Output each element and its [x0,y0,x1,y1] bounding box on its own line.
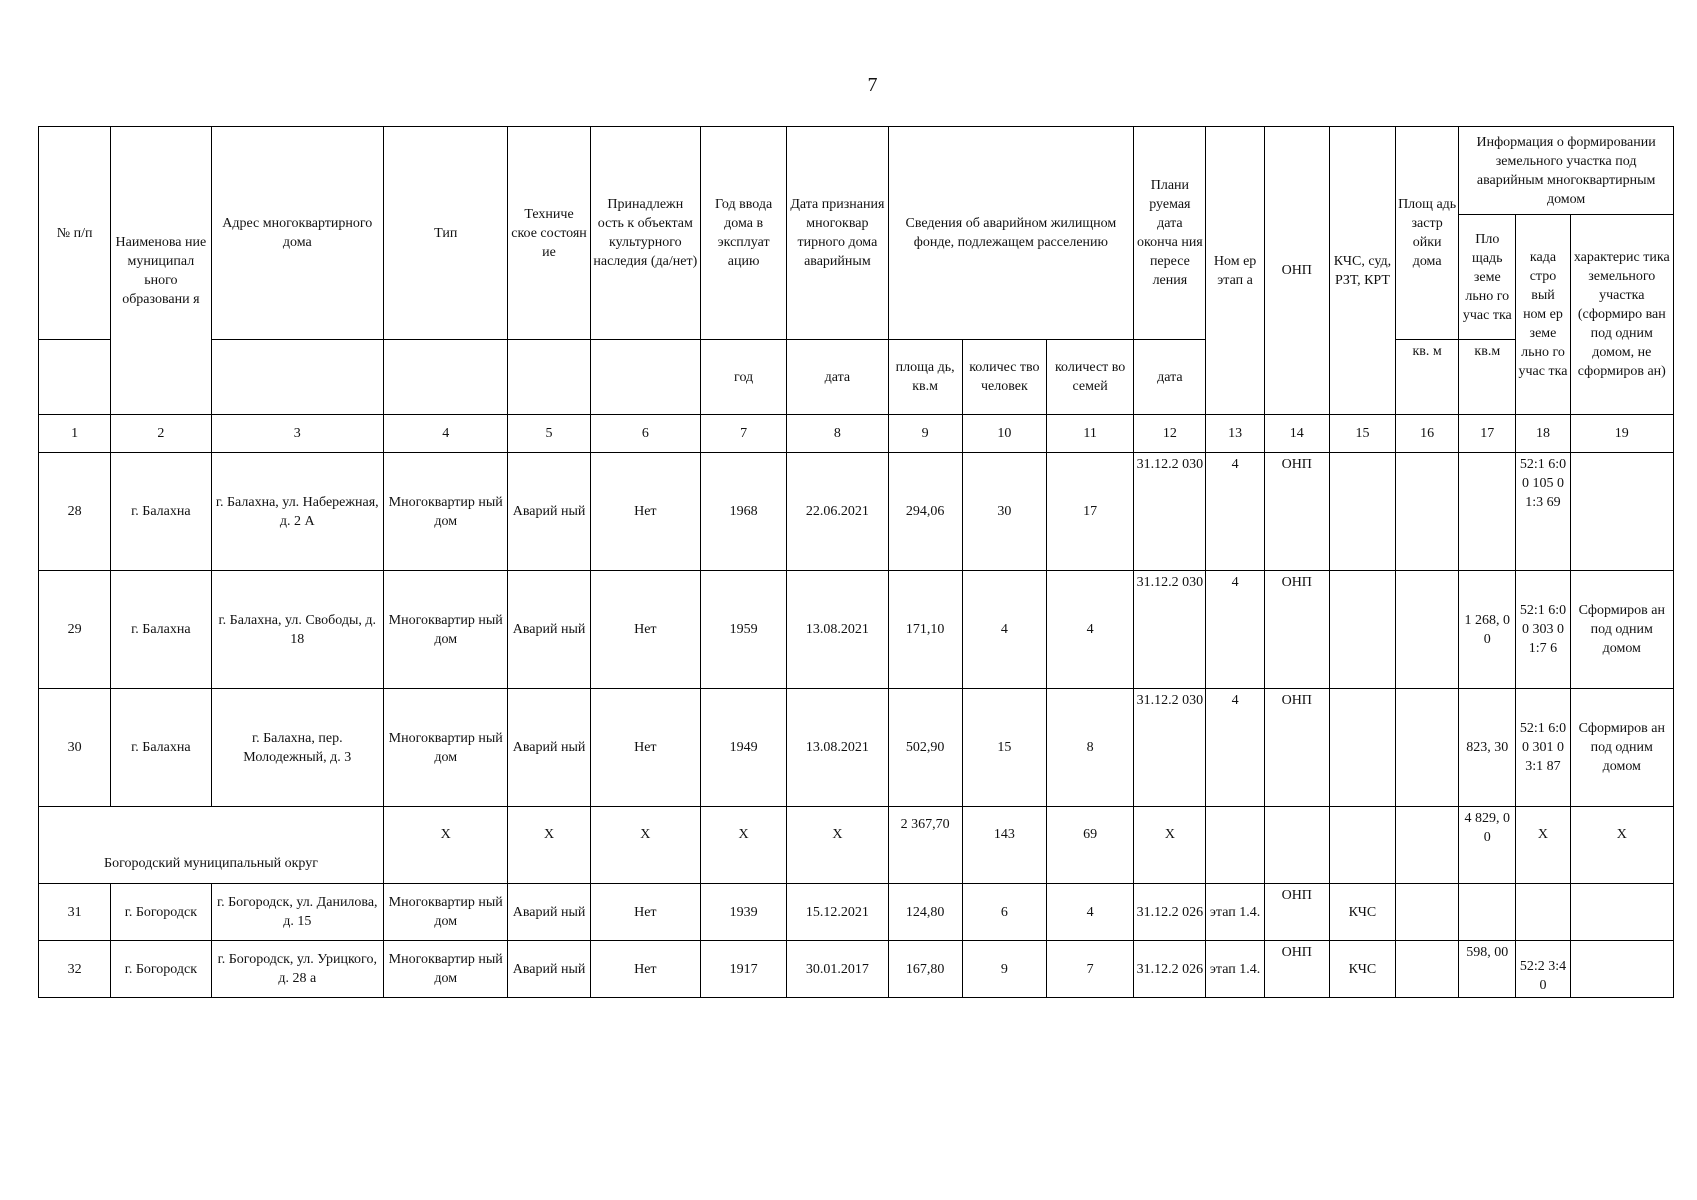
col-number: 6 [590,415,700,453]
municipality: г. Богородск [111,884,211,941]
header-kchs: КЧС, суд, РЗТ, КРТ [1329,127,1395,415]
families: 4 [1047,884,1134,941]
header-emergency-info: Сведения об аварийном жилищном фонде, подлежащем расселению [888,127,1134,340]
year: 1968 [700,453,786,571]
subtotal-plot-area: 4 829, 00 [1459,807,1516,884]
page-number: 7 [867,74,878,96]
area: 294,06 [888,453,962,571]
recognition-date: 30.01.2017 [787,941,888,998]
tech-state: Аварий ный [508,571,590,689]
col-number: 9 [888,415,962,453]
emergency-housing-table [38,126,1674,998]
cadastral-number: 52:1 6:00 303 01:7 6 [1516,571,1570,689]
tech-state: Аварий ный [508,689,590,807]
people: 6 [962,884,1046,941]
header-empty-4 [384,340,508,415]
municipality: г. Богородск [111,941,211,998]
table-row [39,941,1674,998]
subtotal-families: 69 [1047,807,1134,884]
building-area [1396,571,1459,689]
kchs: КЧС [1329,941,1395,998]
resettle-date: 31.12.2 026 [1134,884,1206,941]
address: г. Балахна, пер. Молодежный, д. 3 [211,689,384,807]
recognition-date: 13.08.2021 [787,571,888,689]
subheader-people: количес тво человек [962,340,1046,415]
families: 17 [1047,453,1134,571]
stage: 4 [1206,571,1264,689]
plot-characteristic [1570,453,1673,571]
year: 1939 [700,884,786,941]
resettle-date: 31.12.2 030 [1134,571,1206,689]
building-area [1396,884,1459,941]
area: 124,80 [888,884,962,941]
kchs: КЧС [1329,884,1395,941]
house-type: Многоквартир ный дом [384,941,508,998]
recognition-date: 22.06.2021 [787,453,888,571]
onp: ОНП [1264,689,1329,807]
header-address: Адрес многоквартирного дома [211,127,384,340]
row-number: 28 [39,453,111,571]
col-number: 13 [1206,415,1264,453]
subtotal-onp [1264,807,1329,884]
subtotal-plot-char: Х [1570,807,1673,884]
plot-area: 598, 00 [1459,941,1516,998]
subtotal-stage [1206,807,1264,884]
house-type: Многоквартир ный дом [384,453,508,571]
col-number: 4 [384,415,508,453]
subheader-year: год [700,340,786,415]
col-number: 14 [1264,415,1329,453]
cadastral-number: 52:2 3:40 [1516,941,1570,998]
col-number: 11 [1047,415,1134,453]
table-row [39,571,1674,689]
plot-area: 1 268, 00 [1459,571,1516,689]
people: 30 [962,453,1046,571]
address: г. Балахна, ул. Свободы, д. 18 [211,571,384,689]
municipality: г. Балахна [111,571,211,689]
table-row [39,689,1674,807]
plot-characteristic [1570,941,1673,998]
cadastral-number: 52:1 6:00 105 01:3 69 [1516,453,1570,571]
header-plot-char: характерис тика земельного участка (сформиро ван под одним домом, не сформиров ан) [1570,215,1673,415]
area: 171,10 [888,571,962,689]
subtotal-type: Х [384,807,508,884]
resettle-date: 31.12.2 030 [1134,453,1206,571]
subheader-plot-area: кв.м [1459,340,1516,415]
header-plot-area: Пло щадь земе льно го учас тка [1459,215,1516,340]
subheader-planned-date: дата [1134,340,1206,415]
people: 4 [962,571,1046,689]
col-number: 1 [39,415,111,453]
header-cadastral: када стро вый ном ер земе льно го учас тка [1516,215,1570,415]
kchs [1329,453,1395,571]
municipality: г. Балахна [111,453,211,571]
header-municipality: Наименова ние муниципал ьного образовани я [111,127,211,415]
stage: этап 1.4. [1206,884,1264,941]
house-type: Многоквартир ный дом [384,571,508,689]
plot-characteristic: Сформиров ан под одним домом [1570,571,1673,689]
table-row [39,453,1674,571]
header-number: № п/п [39,127,111,340]
heritage: Нет [590,941,700,998]
header-empty-6 [590,340,700,415]
address: г. Богородск, ул. Урицкого, д. 28 а [211,941,384,998]
tech-state: Аварий ный [508,941,590,998]
stage: 4 [1206,453,1264,571]
header-land-plot-info: Информация о формировании земельного участка под аварийным многоквартирным домом [1459,127,1674,215]
address: г. Балахна, ул. Набережная, д. 2 А [211,453,384,571]
building-area [1396,689,1459,807]
col-number: 15 [1329,415,1395,453]
area: 502,90 [888,689,962,807]
onp: ОНП [1264,941,1329,998]
header-empty-3 [211,340,384,415]
header-building-area: Площ адь застр ойки дома [1396,127,1459,340]
families: 7 [1047,941,1134,998]
col-number: 7 [700,415,786,453]
row-number: 29 [39,571,111,689]
header-tech-state: Техниче ское состоян ие [508,127,590,340]
tech-state: Аварий ный [508,884,590,941]
header-onp: ОНП [1264,127,1329,415]
subtotal-people: 143 [962,807,1046,884]
recognition-date: 15.12.2021 [787,884,888,941]
header-empty-1 [39,340,111,415]
subheader-date: дата [787,340,888,415]
plot-area: 823, 30 [1459,689,1516,807]
table-row [39,884,1674,941]
plot-area [1459,884,1516,941]
col-number: 5 [508,415,590,453]
subtotal-date: Х [787,807,888,884]
col-number: 16 [1396,415,1459,453]
building-area [1396,941,1459,998]
col-number: 8 [787,415,888,453]
plot-characteristic [1570,884,1673,941]
stage: этап 1.4. [1206,941,1264,998]
header-year: Год ввода дома в эксплуат ацию [700,127,786,340]
families: 8 [1047,689,1134,807]
row-number: 30 [39,689,111,807]
house-type: Многоквартир ный дом [384,689,508,807]
year: 1959 [700,571,786,689]
heritage: Нет [590,884,700,941]
year: 1949 [700,689,786,807]
cadastral-number: 52:1 6:00 301 03:1 87 [1516,689,1570,807]
subtotal-area: 2 367,70 [888,807,962,884]
col-number: 18 [1516,415,1570,453]
subheader-families: количест во семей [1047,340,1134,415]
row-number: 32 [39,941,111,998]
house-type: Многоквартир ный дом [384,884,508,941]
header-stage: Ном ер этап а [1206,127,1264,415]
kchs [1329,689,1395,807]
plot-characteristic: Сформиров ан под одним домом [1570,689,1673,807]
subtotal-state: Х [508,807,590,884]
subtotal-heritage: Х [590,807,700,884]
header-empty-5 [508,340,590,415]
col-number: 2 [111,415,211,453]
header-planned-date: Плани руемая дата оконча ния пересе ления [1134,127,1206,340]
header-type: Тип [384,127,508,340]
subtotal-cadastral: Х [1516,807,1570,884]
subheader-building-area: кв. м [1396,340,1459,415]
heritage: Нет [590,571,700,689]
heritage: Нет [590,689,700,807]
col-number: 3 [211,415,384,453]
cadastral-number [1516,884,1570,941]
onp: ОНП [1264,571,1329,689]
row-number: 31 [39,884,111,941]
plot-area [1459,453,1516,571]
families: 4 [1047,571,1134,689]
tech-state: Аварий ный [508,453,590,571]
stage: 4 [1206,689,1264,807]
subtotal-label: Богородский муниципальный округ [39,807,384,884]
subtotal-year: Х [700,807,786,884]
people: 15 [962,689,1046,807]
col-number: 17 [1459,415,1516,453]
recognition-date: 13.08.2021 [787,689,888,807]
col-number: 19 [1570,415,1673,453]
col-number: 10 [962,415,1046,453]
address: г. Богородск, ул. Данилова, д. 15 [211,884,384,941]
resettle-date: 31.12.2 026 [1134,941,1206,998]
kchs [1329,571,1395,689]
header-recognition-date: Дата признания многоквар тирного дома аварийным [787,127,888,340]
subtotal-building-area [1396,807,1459,884]
col-number: 12 [1134,415,1206,453]
municipality: г. Балахна [111,689,211,807]
onp: ОНП [1264,884,1329,941]
onp: ОНП [1264,453,1329,571]
column-numbers-row [39,415,1674,453]
subtotal-row [39,807,1674,884]
year: 1917 [700,941,786,998]
people: 9 [962,941,1046,998]
heritage: Нет [590,453,700,571]
subtotal-resettle: Х [1134,807,1206,884]
building-area [1396,453,1459,571]
area: 167,80 [888,941,962,998]
resettle-date: 31.12.2 030 [1134,689,1206,807]
header-heritage: Принадлежн ость к объектам культурного наследия (да/нет) [590,127,700,340]
subheader-area: площа дь, кв.м [888,340,962,415]
subtotal-kchs [1329,807,1395,884]
